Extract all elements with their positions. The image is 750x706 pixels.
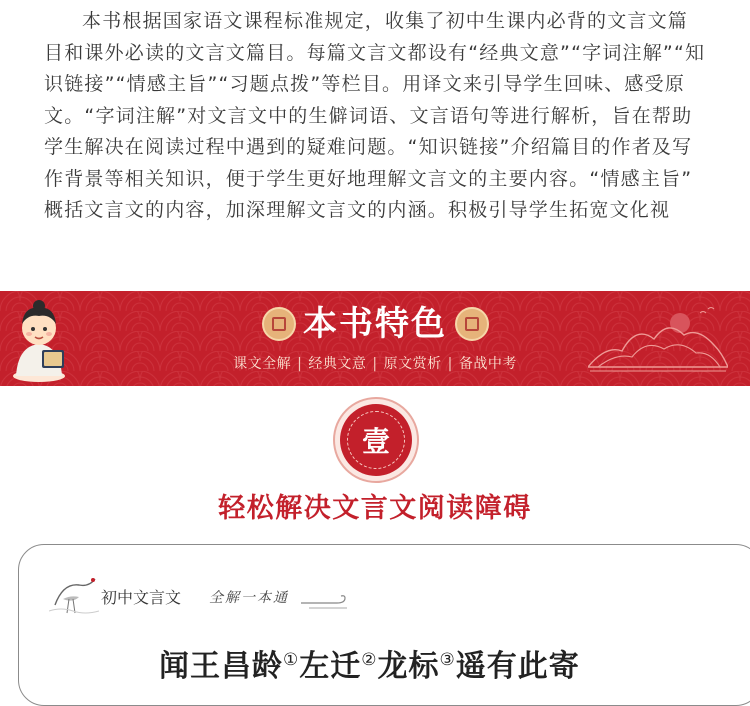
poem-title-text: 龙标: [377, 649, 440, 684]
feature-separator: |: [297, 356, 303, 372]
section-number-badge: [340, 404, 412, 476]
brand-slogan: 全解一本通: [209, 590, 289, 606]
mountain-landscape-icon: [588, 305, 728, 375]
intro-line: 学生解决在阅读过程中遇到的疑难问题。“知识链接”介绍篇目的作者及写: [44, 136, 693, 158]
brand-name: 初中文言文: [101, 588, 182, 607]
poem-title-text: 左迁: [299, 649, 362, 684]
intro-line: 概括文言文的内容，加深理解文言文的内涵。积极引导学生拓宽文化视: [44, 199, 671, 221]
intro-line: 本书根据国家语文课程标准规定，收集了初中生课内必背的文言文篇: [82, 10, 689, 32]
crane-icon: [49, 575, 99, 615]
feature-separator: |: [447, 356, 453, 372]
features-banner: [0, 291, 750, 386]
footnote-marker: ②: [361, 650, 378, 670]
feature-label: 备战中考: [458, 356, 517, 372]
feature-label: 经典文意: [308, 356, 367, 372]
content-card: [18, 544, 750, 706]
banner-title: 本书特色: [303, 304, 447, 344]
intro-line: 作背景等相关知识，便于学生更好地理解文言文的主要内容。“情感主旨”: [44, 167, 693, 190]
scroll-cloud-icon: [301, 595, 351, 611]
intro-paragraph: [44, 6, 708, 227]
feature-label: 原文赏析: [383, 356, 442, 372]
footnote-marker: ①: [283, 650, 300, 670]
feature-separator: |: [372, 356, 378, 372]
poem-title-text: 遥有此寄: [455, 649, 580, 684]
poem-title-text: 闻王昌龄: [159, 649, 283, 684]
feature-label: 课文全解: [233, 356, 292, 372]
section-title: 轻松解决文言文阅读障碍: [218, 493, 532, 524]
intro-line: 目和课外必读的文言文篇目。每篇文言文都设有“经典文意”“字词注解”“知: [44, 41, 706, 64]
footnote-marker: ③: [439, 650, 456, 670]
intro-line: 识链接”“情感主旨”“习题点拨”等栏目。用译文来引导学生回味、感受原: [44, 73, 686, 95]
poem-title: [159, 641, 580, 685]
intro-line: 文。“字词注解”对文言文中的生僻词语、文言语句等进行解析，旨在帮助: [44, 104, 693, 127]
section-number: 壹: [347, 411, 405, 469]
coin-ornament-icon: [455, 307, 489, 341]
